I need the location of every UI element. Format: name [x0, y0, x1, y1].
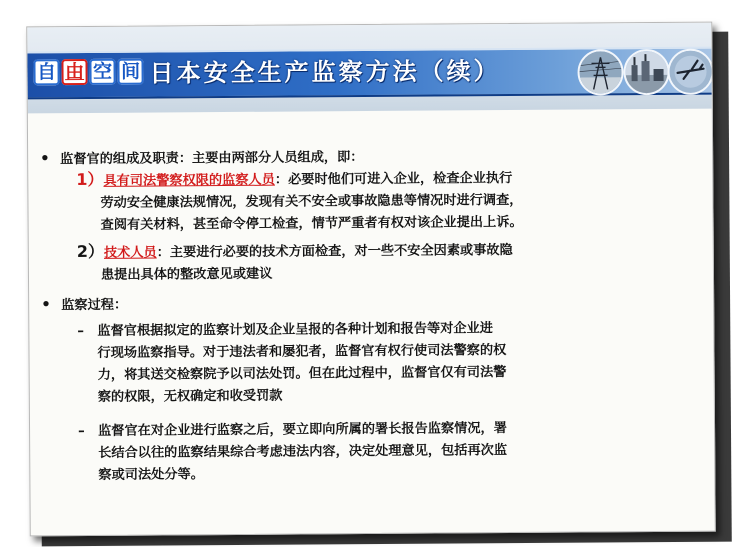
dash-item	[77, 318, 506, 409]
numbered-item	[77, 238, 513, 287]
item-text-line: 察或司法处分等。	[98, 467, 204, 483]
item-highlight: 技术人员	[103, 245, 157, 261]
slide-title: 日本安全生产监察方法（续）	[149, 57, 501, 88]
item-text-line: 监督官根据拟定的监察计划及企业呈报的各种计划和报告等对企业进	[97, 321, 494, 339]
bullet-text: 监察过程：	[61, 297, 128, 314]
bullet-marker: •	[40, 149, 50, 168]
item-text-line: ：必要时他们可进入企业，检查企业执行	[274, 171, 513, 188]
bullet-marker: •	[41, 295, 51, 314]
item-text-line: 行现场监察指导。对于违法者和屡犯者，监督官有权行使司法警察的权	[97, 343, 507, 361]
logo-char: 空	[89, 59, 115, 85]
item-text-line: 察的权限，无权确定和收受罚款	[97, 388, 283, 405]
bullet-text: 监督官的组成及职责：主要由两部分人员组成，即：	[60, 150, 364, 168]
item-text-line: 患提出具体的整改意见或建议	[100, 266, 273, 283]
dash-marker: –	[78, 424, 85, 440]
logo-char: 自	[33, 59, 59, 85]
plant-photo	[623, 49, 669, 95]
item-text-line: 监督官在对企业进行监察之后，要立即向所属的署长报告监察情况，署	[98, 421, 507, 439]
item-number: 2）	[76, 241, 105, 262]
logo-char: 间	[117, 59, 143, 85]
item-text-line: ：主要进行必要的技术方面检查，对一些不安全因素或事故隐	[156, 243, 513, 261]
item-text-line: 力，将其送交检察院予以司法处罚。但在此过程中，监督官仅有司法警	[97, 365, 507, 383]
power-tower-photo	[577, 49, 623, 95]
plane-photo	[667, 49, 713, 95]
item-text-line: 查阅有关材料，甚至命令停工检查，情节严重者有权对该企业提出上诉。	[100, 214, 523, 233]
bullet-item	[41, 293, 127, 318]
dash-marker: –	[77, 324, 85, 340]
dash-item	[78, 418, 507, 487]
logo-char: 由	[61, 59, 87, 85]
slide-content	[28, 143, 712, 483]
item-number: 1）	[76, 169, 104, 190]
item-text-line: 劳动安全健康法规情况，发现有关不安全或事故隐患等情况时进行调查，	[100, 192, 523, 211]
numbered-item	[76, 166, 522, 237]
item-highlight: 具有司法警察权限的监察人员	[103, 172, 275, 189]
logo	[33, 57, 143, 88]
item-text-line: 长结合以往的监察结果综合考虑违法内容，决定处理意见，包括再次监	[98, 443, 508, 461]
slide	[26, 22, 716, 537]
